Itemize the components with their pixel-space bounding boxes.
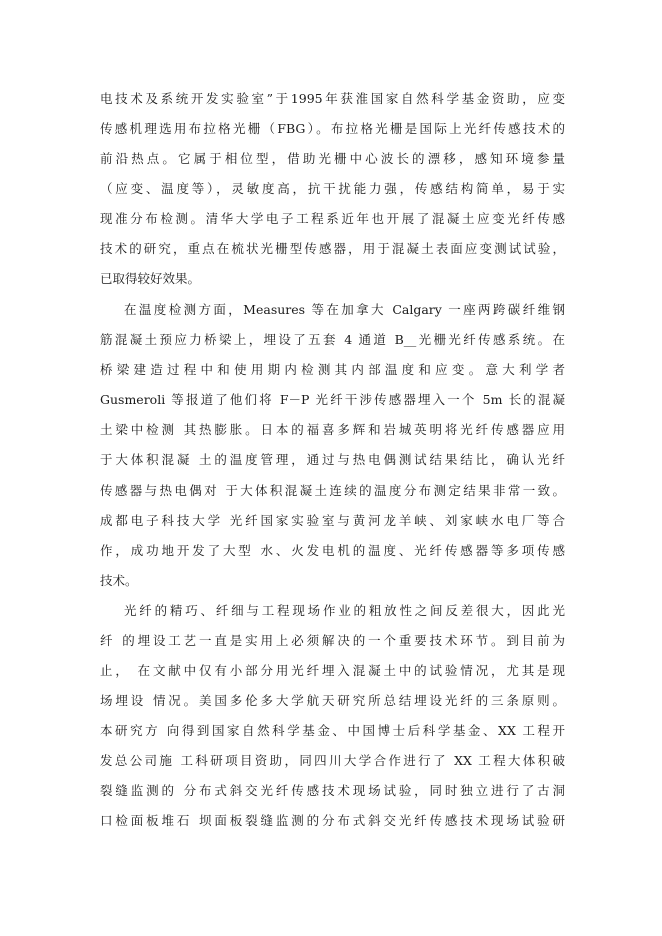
text-line-2: 传感机理选用布拉格光栅（FBG）。布拉格光栅是国际上光纤传感技术的 <box>100 121 565 136</box>
text-line-19: 纤 的埋设工艺一直是实用上必须解决的一个重要技术环节。到目前为 <box>100 633 565 648</box>
text-line-8: 在温度检测方面，Measures 等在加拿大 Calgary 一座两跨碳纤维钢 <box>124 302 565 317</box>
text-line-16: 作，成功地开发了大型 水、火发电机的温度、光纤传感器等多项传感 <box>100 543 565 558</box>
text-line-21: 场埋设 情况。美国多伦多大学航天研究所总结埋设光纤的三条原则。 <box>100 693 565 708</box>
text-line-14: 传感器与热电偶对 于大体积混凝土连续的温度分布测定结果非常一致。 <box>100 483 565 498</box>
text-line-20: 止， 在文献中仅有小部分用光纤埋入混凝土中的试验情况，尤其是现 <box>100 663 565 678</box>
text-line-18: 光纤的精巧、纤细与工程现场作业的粗放性之间反差很大，因此光 <box>124 603 565 618</box>
text-line-11: Gusmeroli 等报道了他们将 F－P 光纤干涉传感器埋入一个 5m 长的混凝 <box>100 392 565 407</box>
text-line-12: 土梁中检测 其热膨胀。日本的福喜多辉和岩城英明将光纤传感器应用 <box>100 422 565 437</box>
text-line-6: 技术的研究，重点在梳状光栅型传感器，用于混凝土表面应变测试试验， <box>100 241 565 256</box>
text-line-15: 成都电子科技大学 光纤国家实验室与黄河龙羊峡、刘家峡水电厂等合 <box>100 513 565 528</box>
text-line-17: 技术。 <box>100 573 138 588</box>
text-line-5: 现准分布检测。清华大学电子工程系近年也开展了混凝土应变光纤传感 <box>100 211 565 226</box>
text-line-13: 于大体积混凝 土的温度管理，通过与热电偶测试结果结比，确认光纤 <box>100 452 565 467</box>
text-line-10: 桥梁建造过程中和使用期内检测其内部温度和应变。意大利学者 <box>100 362 565 377</box>
text-line-24: 裂缝监测的 分布式斜交光纤传感技术现场试验，同时独立进行了古洞 <box>100 783 565 798</box>
text-line-4: （应变、温度等），灵敏度高，抗干扰能力强，传感结构简单，易于实 <box>100 181 565 196</box>
text-line-7: 已取得较好效果。 <box>100 271 201 286</box>
text-line-23: 发总公司施 工科研项目资助，同四川大学合作进行了 XX 工程大体积破 <box>100 753 565 768</box>
text-line-25: 口检面板堆石 坝面板裂缝监测的分布式斜交光纤传感技术现场试验研 <box>100 813 565 828</box>
text-line-22: 本研究方 向得到国家自然科学基金、中国博士后科学基金、XX 工程开 <box>100 723 565 738</box>
text-line-3: 前沿热点。它属于相位型，借助光栅中心波长的漂移，感知环境参量 <box>100 151 565 166</box>
text-line-9: 筋混凝土预应力桥梁上，埋设了五套 4 通道 B__光栅光纤传感系统。在 <box>100 332 565 347</box>
text-line-1: 电技术及系统开发实验室”于1995年获淮国家自然科学基金资助，应变 <box>100 91 565 106</box>
